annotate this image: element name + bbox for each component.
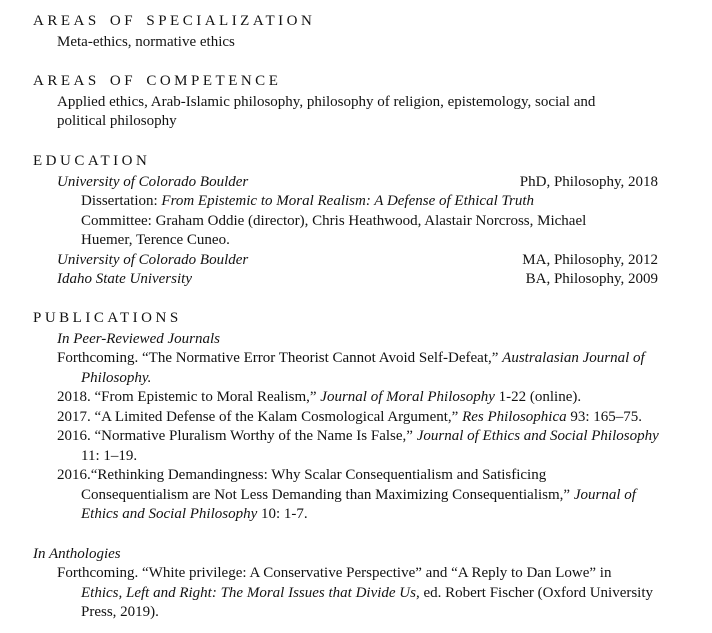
anthology-line <box>57 564 658 584</box>
text-run: 2016.“Rethinking Demandingness: Why Scalar Consequentialism and Satisficing <box>57 467 547 483</box>
publication-line <box>81 369 658 389</box>
section-heading: AREAS OF COMPETENCE <box>33 72 282 89</box>
committee-line: Committee: Graham Oddie (director), Chris Heathwood, Alastair Norcross, Michael <box>81 212 587 229</box>
text-run: From Epistemic to Moral Realism: A Defense of Ethical Truth <box>161 193 535 209</box>
committee-line: Huemer, Terence Cuneo. <box>81 232 230 248</box>
text-run: Dissertation: <box>81 193 162 209</box>
text-run: Res Philosophica <box>462 408 567 425</box>
publication-line <box>57 427 658 447</box>
institution-name: University of Colorado Boulder <box>57 251 249 268</box>
competence-line: political philosophy <box>57 113 177 129</box>
text-run: Press, 2019). <box>81 604 159 620</box>
section-heading: AREAS OF SPECIALIZATION <box>33 13 316 29</box>
text-run: Forthcoming. “The Normative Error Theorist Cannot Avoid Self-Defeat,” <box>57 350 503 366</box>
specialization-text: Meta-ethics, normative ethics <box>57 34 235 50</box>
text-run: Journal of Moral Philosophy <box>320 389 495 405</box>
text-run: Australasian Journal of <box>502 350 645 366</box>
text-run: Journal of <box>573 486 636 503</box>
text-run: 93: 165–75. <box>566 408 643 425</box>
competence-line: Applied ethics, Arab-Islamic philosophy, philosophy of religion, epistemology, social and <box>57 93 596 110</box>
publication-line <box>57 388 658 408</box>
text-run: Ethics and Social Philosophy <box>81 506 258 522</box>
text-run: , ed. Robert Fischer (Oxford University <box>415 584 654 601</box>
publication-line <box>81 505 658 525</box>
degree-info: BA, Philosophy, 2009 <box>525 271 658 287</box>
publication-line <box>81 486 658 506</box>
text-run: 2017. “A Limited Defense of the Kalam Cosmological Argument,” <box>57 408 463 425</box>
institution-name: Idaho State University <box>57 271 192 287</box>
publication-line <box>57 349 658 369</box>
publication-line <box>57 466 658 486</box>
education-entry-ba <box>57 270 658 290</box>
publication-line <box>57 408 658 428</box>
text-run: Consequentialism are Not Less Demanding than Maximizing Consequentialism,” <box>81 486 574 503</box>
text-run: 2018. “From Epistemic to Moral Realism,” <box>57 389 321 405</box>
subsection-label-anthologies: In Anthologies <box>33 545 121 562</box>
dissertation-line <box>81 192 658 212</box>
institution-name: University of Colorado Boulder <box>57 173 249 190</box>
education-entry-phd <box>57 173 658 193</box>
section-heading: EDUCATION <box>33 152 151 169</box>
section-areas-of-specialization <box>33 10 658 53</box>
text-run: Journal of Ethics and Social Philosophy <box>416 428 659 444</box>
degree-info: MA, Philosophy, 2012 <box>522 251 658 268</box>
anthology-line <box>81 584 658 604</box>
text-run: 2016. “Normative Pluralism Worthy of the Name Is False,” <box>57 428 417 444</box>
section-education <box>33 150 658 290</box>
text-run: Forthcoming. “White privilege: A Conservative Perspective” and “A Reply to Dan Lowe” in <box>57 565 612 581</box>
section-heading: PUBLICATIONS <box>33 309 182 326</box>
anthology-line <box>81 603 658 623</box>
section-areas-of-competence <box>33 70 658 132</box>
text-run: 10: 1-7. <box>257 506 308 522</box>
section-publications <box>33 307 658 623</box>
text-run: 1-22 (online). <box>494 389 582 405</box>
education-entry-ma <box>57 251 658 271</box>
publication-line <box>81 447 658 467</box>
degree-info: PhD, Philosophy, 2018 <box>519 173 658 190</box>
text-run: Philosophy. <box>81 369 152 386</box>
text-run: 11: 1–19. <box>81 447 138 464</box>
subsection-label-journals: In Peer-Reviewed Journals <box>57 330 220 347</box>
text-run: Ethics, Left and Right: The Moral Issues that Divide Us <box>81 584 416 601</box>
